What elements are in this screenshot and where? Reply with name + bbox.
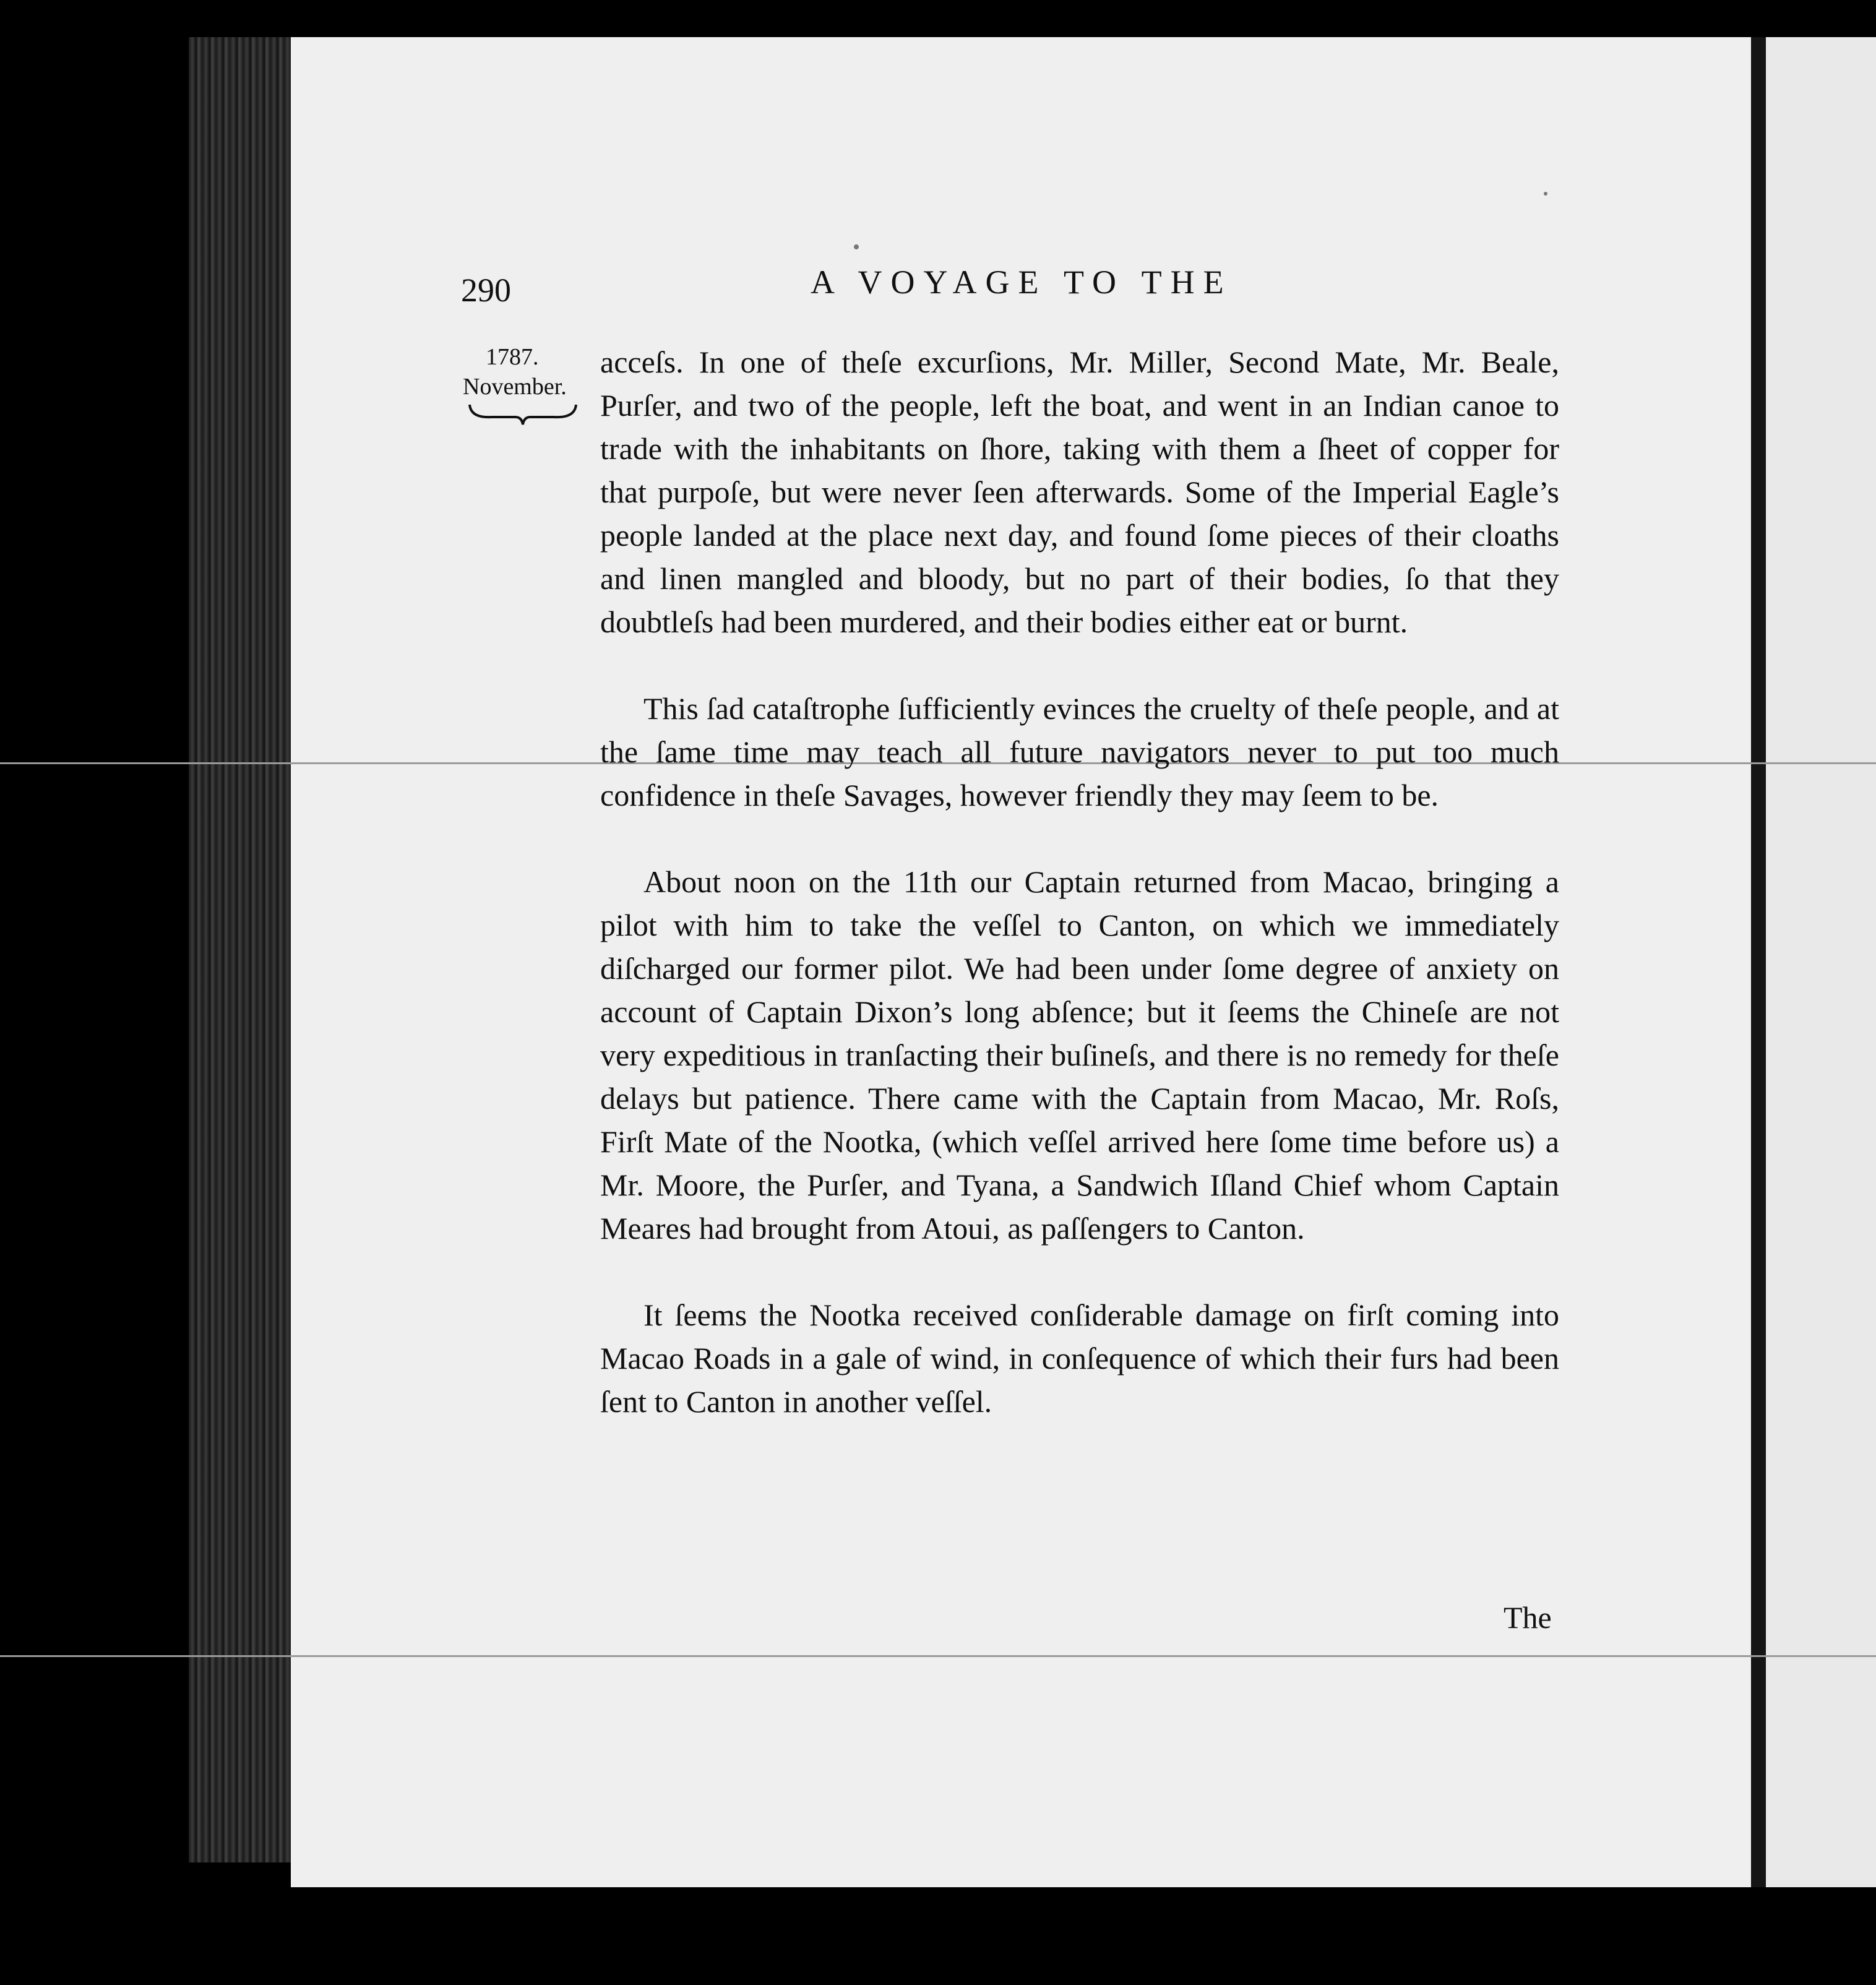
paragraph: It ſeems the Nootka received conſiderable damage on firſt coming into Macao Roads in a gale of wind, in conſequence of which their furs had been ſent to Canton in another veſſel. (600, 1298, 1559, 1419)
scan-artifact-line (0, 1655, 1876, 1657)
facing-page-edge (1766, 37, 1876, 1887)
running-head: A VOYAGE TO THE (811, 264, 1233, 301)
page-number: 290 (461, 272, 511, 309)
page-edge-leaves (189, 37, 294, 1862)
margin-note-year: 1787. (486, 344, 539, 370)
print-speck (1544, 192, 1547, 196)
margin-brace (467, 402, 579, 427)
margin-note-month: November. (463, 374, 567, 400)
paragraph: This ſad cataſtrophe ſufficiently evinces the cruelty of theſe people, and at the ſame time may teach all future navigators never to put too much confidence in theſe Savages, however friendly they may ſeem to be. (600, 691, 1559, 812)
catchword: The (1504, 1600, 1552, 1635)
print-speck (854, 244, 859, 249)
paragraph: About noon on the 11th our Captain returned from Macao, bringing a pilot with him to take the veſſel to Canton, on which we immediately diſcharged our former pilot. We had been under ſome degree of anxiety on account of Captain Dixon’s long abſence; but it ſeems the Chineſe are not very expeditious in tranſacting their buſineſs, and there is no remedy for theſe delays but patience. There came with the Captain from Macao, Mr. Roſs, Firſt Mate of the Nootka, (which veſſel arrived here ſome time before us) a Mr. Moore, the Purſer, and Tyana, a Sandwich Iſland Chief whom Captain Meares had brought from Atoui, as paſſengers to Canton. (600, 864, 1559, 1246)
gutter-shadow (1751, 37, 1766, 1887)
body-text (600, 340, 1559, 1423)
paragraph: acceſs. In one of theſe excurſions, Mr. Miller, Second Mate, Mr. Beale, Purſer, and two of the people, left the boat, and went in an Indian canoe to trade with the inhabitants on ſhore, taking with them a ſheet of copper for that purpoſe, but were never ſeen afterwards. Some of the Imperial Eagle’s people landed at the place next day, and found ſome pieces of their cloaths and linen mangled and bloody, but no part of their bodies, ſo that they doubtleſs had been murdered, and their bodies either eat or burnt. (600, 345, 1559, 639)
